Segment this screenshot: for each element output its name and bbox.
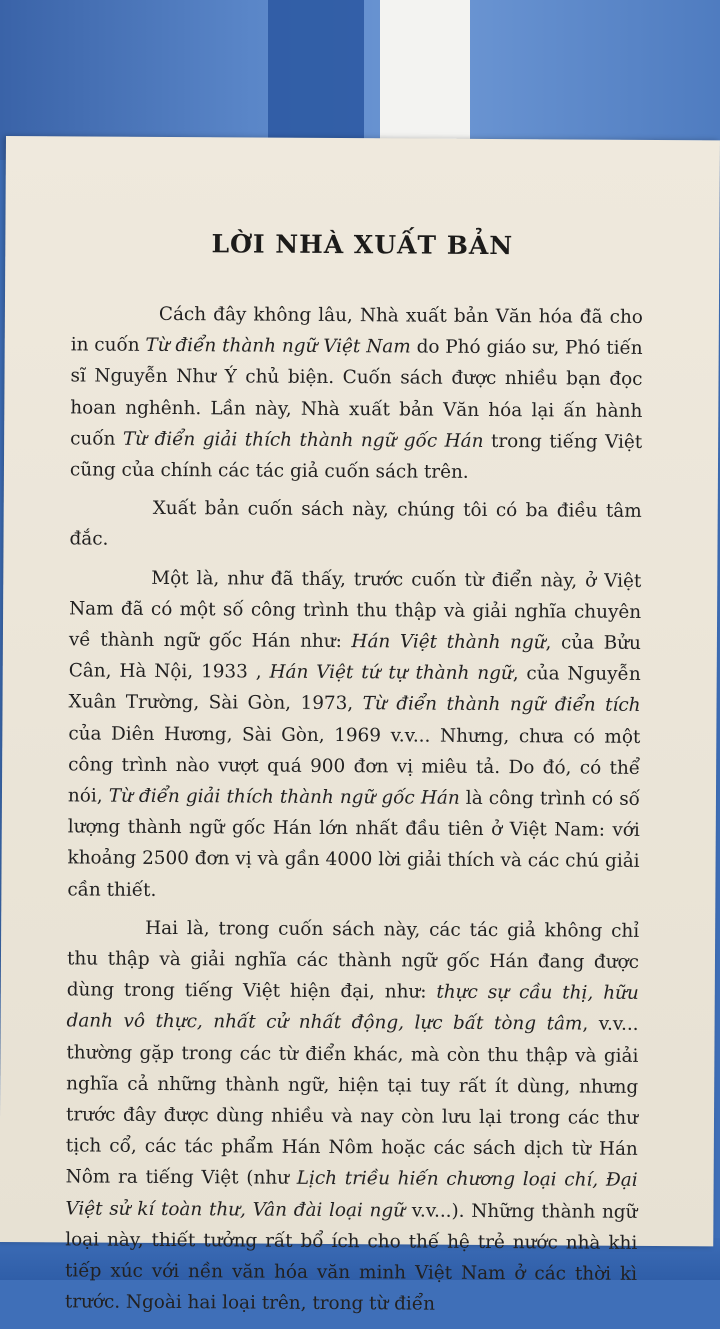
idiom-examples-segment: thực sự cầu thị, hữu danh vô thực, nhất cử nhất động, lực bất tòng tâm — [66, 981, 639, 1036]
background-blue-panel — [268, 0, 364, 150]
paragraph-2 — [69, 493, 641, 559]
text-segment: v.v...). Những thành ngữ loại này, thiết tưởng rất bổ ích cho thế hệ trẻ nước nhà khi tiếp xúc với nền văn hóa văn minh Việt Nam ở các thời kì trước. Ngoài hai loại trên, trong từ điển — [64, 1200, 638, 1315]
book-title-segment: Từ điển giải thích thành ngữ gốc Hán — [108, 785, 460, 809]
text-segment: Xuất bản cuốn sách này, chúng tôi có ba điều tâm đắc. — [69, 498, 642, 551]
text-segment: trong tiếng Việt cũng của chính các tác giả cuốn sách trên. — [69, 430, 643, 483]
paragraph-1 — [70, 298, 643, 489]
book-title-segment: Từ điển thành ngữ điển tích — [362, 693, 641, 717]
text-segment: , của Nguyễn Xuân Trường, Sài Gòn, 1973, — [68, 663, 641, 715]
book-page — [0, 136, 720, 1315]
book-title-segment: Từ điển giải thích thành ngữ gốc Hán — [122, 428, 484, 452]
text-segment: , v.v... thường gặp trong các từ điển khác, mà còn thu thập và giải nghĩa cả những thành ngữ, hiện tại tuy rất ít dùng, nhưng trước đây được dùng nhiều và nay còn lưu lại trong các thư tịch cổ, các tác phẩm Hán Nôm hoặc các sách dịch từ Hán Nôm ra tiếng Việt (như — [65, 1014, 639, 1190]
page-title: LỜI NHÀ XUẤT BẢN — [211, 229, 514, 261]
paragraph-3 — [67, 562, 641, 909]
book-title-segment: Hán Việt tứ tự thành ngữ — [269, 661, 513, 685]
book-title-segment: Hán Việt thành ngữ — [351, 631, 546, 654]
text-segment: do Phó giáo sư, Phó tiến sĩ Nguyễn Như Ý chủ biện. Cuốn sách được nhiều bạn đọc hoan nghênh. Lần này, Nhà xuất bản Văn hóa lại ấn hành cuốn — [70, 336, 643, 450]
paragraph-4 — [65, 912, 639, 1321]
book-title-segment: Từ điển thành ngữ Việt Nam — [145, 335, 411, 358]
text-segment: là công trình có số lượng thành ngữ gốc Hán lớn nhất đầu tiên ở Việt Nam: với khoảng 2500 đơn vị và gần 4000 lời giải thích và các chú giải cần thiết. — [67, 787, 641, 901]
book-title-segment: Lịch triều hiến chương loại chí, Đại Việt sử kí toàn thư, Vân đài loại ngữ — [65, 1168, 638, 1222]
background-white-panel — [380, 0, 470, 150]
text-segment: Cách đây không lâu, Nhà xuất bản Văn hóa đã cho in cuốn — [70, 303, 643, 357]
text-segment: Một là, như đã thấy, trước cuốn từ điển này, ở Việt Nam đã có một số công trình thu thập và giải nghĩa chuyên về thành ngữ gốc Hán như: — [68, 567, 642, 653]
text-segment: Hai là, trong cuốn sách này, các tác giả không chỉ thu thập và giải nghĩa các thành ngữ gốc Hán đang được dùng trong tiếng Việt hiện đại, như: — [66, 917, 640, 1003]
text-segment: của Diên Hương, Sài Gòn, 1969 v.v... Nhưng, chưa có một công trình nào vượt quá 900 đơn vị miêu tả. Do đó, có thể nói, — [67, 723, 641, 807]
body-text — [65, 298, 643, 1328]
text-segment: , của Bửu Cân, Hà Nội, 1933 , — [68, 632, 641, 683]
